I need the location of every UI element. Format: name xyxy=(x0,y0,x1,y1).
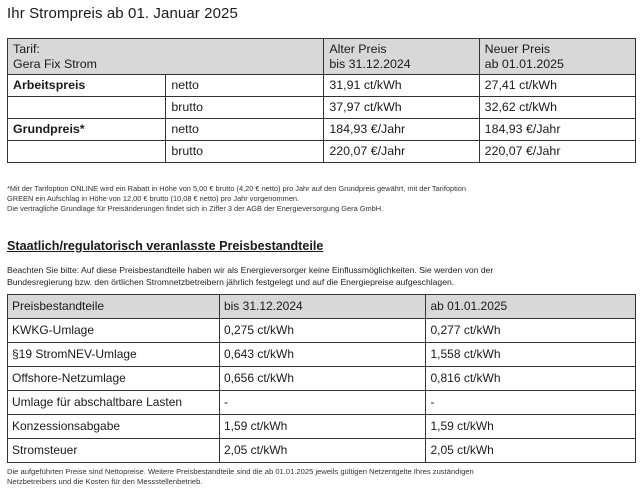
components-footnote xyxy=(7,467,637,487)
new-price-date: ab 01.01.2025 xyxy=(484,57,564,71)
tariff-header-cell xyxy=(8,39,324,75)
section-intro xyxy=(7,264,637,288)
tariff-name: Gera Fix Strom xyxy=(13,57,97,71)
old-value: 0,656 ct/kWh xyxy=(219,367,426,391)
new-price-value: 220,07 €/Jahr xyxy=(479,141,635,163)
tariff-table-header xyxy=(8,39,636,75)
old-price-date: bis 31.12.2024 xyxy=(329,57,411,71)
tariff-footnote xyxy=(7,184,637,214)
old-price-label: Alter Preis xyxy=(329,42,387,56)
price-components-table xyxy=(7,294,636,463)
footnote-line: Netzbetreibers und die Kosten für den Messstellenbetrieb. xyxy=(7,477,203,486)
old-value: - xyxy=(219,391,426,415)
price-type: brutto xyxy=(166,141,324,163)
component-name: Umlage für abschaltbare Lasten xyxy=(8,391,220,415)
tariff-label: Tarif: xyxy=(13,42,40,56)
table-row xyxy=(8,391,636,415)
new-price-value: 184,93 €/Jahr xyxy=(479,119,635,141)
table-row xyxy=(8,343,636,367)
new-value: 1,558 ct/kWh xyxy=(426,343,636,367)
old-value: 1,59 ct/kWh xyxy=(219,415,426,439)
tariff-price-table xyxy=(7,38,636,163)
new-value: 0,277 ct/kWh xyxy=(426,319,636,343)
footnote-line: Die vertragliche Grundlage für Preisänderungen findet sich in Ziffer 3 der AGB der Energieversorgung Gera GmbH. xyxy=(7,204,384,213)
new-value: 1,59 ct/kWh xyxy=(426,415,636,439)
new-value: - xyxy=(426,391,636,415)
component-name: §19 StromNEV-Umlage xyxy=(8,343,220,367)
old-header: bis 31.12.2024 xyxy=(219,295,426,319)
section-title: Staatlich/regulatorisch veranlasste Preisbestandteile xyxy=(7,239,324,253)
table-row xyxy=(8,75,636,97)
price-type: netto xyxy=(166,75,324,97)
footnote-line: *Mit der Tarifoption ONLINE wird ein Rabatt in Höhe von 5,00 € brutto (4,20 € netto) pro Jahr auf den Grundpreis gewährt, mit der Tarifoption xyxy=(7,184,467,193)
intro-line: Bundesregierung bzw. den örtlichen Stromnetzbetreibern jährlich festgelegt und auf die Energiepreise aufgeschlagen. xyxy=(7,277,455,287)
old-price-value: 31,91 ct/kWh xyxy=(324,75,479,97)
new-price-header xyxy=(479,39,635,75)
components-table-header xyxy=(8,295,636,319)
table-row xyxy=(8,141,636,163)
table-row xyxy=(8,415,636,439)
old-price-value: 220,07 €/Jahr xyxy=(324,141,479,163)
table-row xyxy=(8,367,636,391)
table-row xyxy=(8,439,636,463)
old-price-value: 37,97 ct/kWh xyxy=(324,97,479,119)
intro-line: Beachten Sie bitte: Auf diese Preisbestandteile haben wir als Energieversorger keine Einflussmöglichkeiten. Sie werden von der xyxy=(7,265,494,275)
old-value: 2,05 ct/kWh xyxy=(219,439,426,463)
old-price-header xyxy=(324,39,479,75)
new-price-value: 32,62 ct/kWh xyxy=(479,97,635,119)
footnote-line: Die aufgeführten Preise sind Nettopreise. Weitere Preisbestandteile sind die ab 01.01.2025 jeweils gültigen Netzentgelte Ihres zuständigen xyxy=(7,467,474,476)
new-price-label: Neuer Preis xyxy=(484,42,551,56)
component-name: Stromsteuer xyxy=(8,439,220,463)
row-label xyxy=(8,141,166,163)
table-row xyxy=(8,319,636,343)
price-type: netto xyxy=(166,119,324,141)
price-type: brutto xyxy=(166,97,324,119)
page-title: Ihr Strompreis ab 01. Januar 2025 xyxy=(7,5,238,22)
row-label xyxy=(8,97,166,119)
component-header: Preisbestandteile xyxy=(8,295,220,319)
component-name: Konzessionsabgabe xyxy=(8,415,220,439)
table-row xyxy=(8,97,636,119)
footnote-line: GREEN ein Aufschlag in Höhe von 12,00 € brutto (10,08 € netto) pro Jahr vorgenommen. xyxy=(7,194,300,203)
new-value: 0,816 ct/kWh xyxy=(426,367,636,391)
new-value: 2,05 ct/kWh xyxy=(426,439,636,463)
old-value: 0,643 ct/kWh xyxy=(219,343,426,367)
table-row xyxy=(8,119,636,141)
row-label: Grundpreis* xyxy=(8,119,166,141)
new-header: ab 01.01.2025 xyxy=(426,295,636,319)
row-label: Arbeitspreis xyxy=(8,75,166,97)
component-name: KWKG-Umlage xyxy=(8,319,220,343)
old-price-value: 184,93 €/Jahr xyxy=(324,119,479,141)
component-name: Offshore-Netzumlage xyxy=(8,367,220,391)
old-value: 0,275 ct/kWh xyxy=(219,319,426,343)
new-price-value: 27,41 ct/kWh xyxy=(479,75,635,97)
